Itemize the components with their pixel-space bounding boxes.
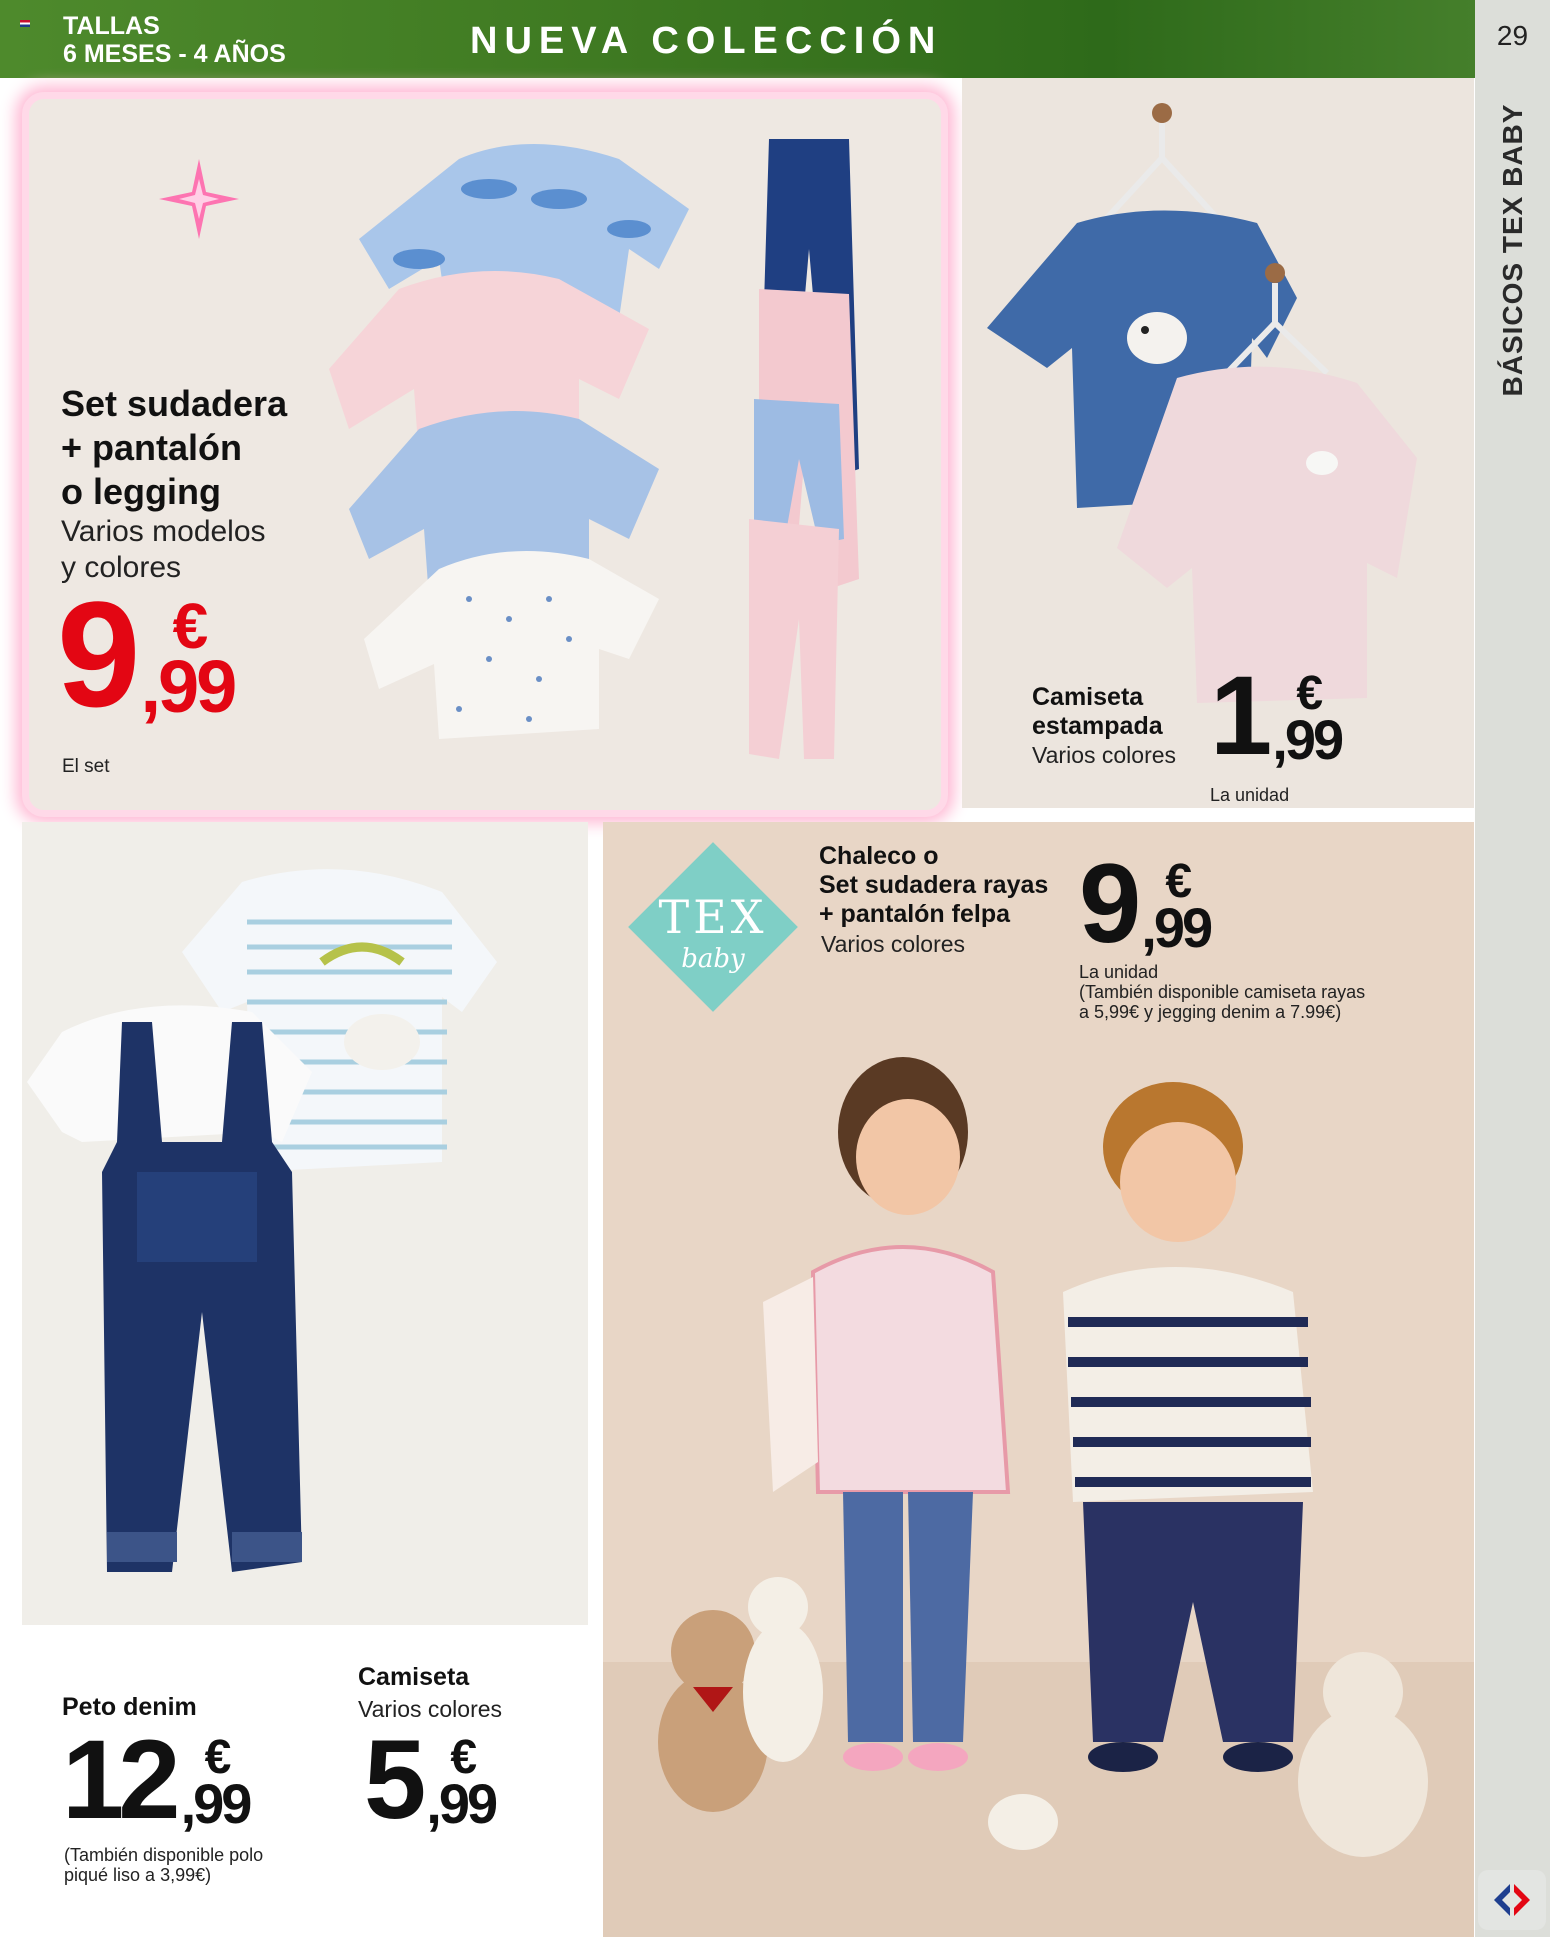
spain-flag-icon xyxy=(20,20,30,27)
page-number: 29 xyxy=(1496,20,1529,51)
chaleco-title-line-3: + pantalón felpa xyxy=(819,900,1011,928)
camiseta-estampada-subtitle: Varios colores xyxy=(1032,742,1177,768)
set-sudadera-title-line-3: o legging xyxy=(61,471,221,512)
chaleco-price xyxy=(1079,841,1211,966)
peto-denim-currency: € xyxy=(204,1731,226,1785)
tex-baby-badge-line-2: baby xyxy=(681,944,745,974)
peto-denim-note-line-2: piqué liso a 3,99€) xyxy=(64,1865,212,1885)
set-sudadera-unit: El set xyxy=(62,756,110,777)
section-title-text: BÁSICOS TEX BABY xyxy=(1496,103,1528,397)
camiseta-currency: € xyxy=(450,1731,472,1785)
set-sudadera-price xyxy=(57,570,235,738)
tex-baby-badge xyxy=(628,842,798,1012)
camiseta-estampada-price-int: 1 xyxy=(1210,653,1267,778)
camiseta-estampada-title-line-1: Camiseta xyxy=(1032,683,1144,711)
camiseta-estampada-title xyxy=(1032,683,1163,741)
peto-denim-title: Peto denim xyxy=(62,1693,197,1721)
overalls-and-striped-tee-illustration xyxy=(22,842,588,1602)
peto-denim-price-dec: ,99 xyxy=(180,1771,250,1835)
camiseta-estampada-currency: € xyxy=(1296,667,1318,721)
camiseta-estampada-price-dec: ,99 xyxy=(1272,707,1342,771)
chaleco-title-line-1: Chaleco o xyxy=(819,842,939,870)
set-sudadera-title xyxy=(61,382,287,514)
peto-denim-price xyxy=(62,1717,250,1842)
baby-sets-illustration xyxy=(329,119,889,779)
camiseta-price-int: 5 xyxy=(364,1717,421,1842)
chaleco-unit: La unidad xyxy=(1079,962,1159,982)
sizes-label xyxy=(63,12,286,68)
camiseta-subtitle: Varios colores xyxy=(358,1696,503,1722)
sizes-line-2: 6 MESES - 4 AÑOS xyxy=(63,40,286,68)
sizes-line-1: TALLAS xyxy=(63,12,160,40)
tex-baby-badge-line-1: TEX xyxy=(658,890,768,944)
chaleco-note-line-2: a 5,99€ y jegging denim a 7.99€) xyxy=(1079,1002,1342,1022)
set-sudadera-currency: € xyxy=(172,590,203,663)
product-panel-chaleco xyxy=(603,822,1474,1937)
camiseta-estampada-title-line-2: estampada xyxy=(1032,712,1163,740)
peto-denim-price-int: 12 xyxy=(62,1717,175,1842)
camiseta-price-dec: ,99 xyxy=(426,1771,496,1835)
chaleco-title-line-2: Set sudadera rayas xyxy=(819,871,1049,899)
chaleco-subtitle: Varios colores xyxy=(821,931,966,957)
set-sudadera-sub-line-2: y colores xyxy=(61,551,182,584)
product-panel-camiseta-estampada xyxy=(962,78,1474,808)
chaleco-price-dec: ,99 xyxy=(1141,895,1211,959)
camiseta-title: Camiseta xyxy=(358,1663,470,1691)
collection-title: NUEVA COLECCIÓN xyxy=(470,20,943,62)
carrefour-logo-icon xyxy=(1478,1870,1546,1930)
tshirts-on-hangers-illustration xyxy=(967,98,1467,721)
product-panel-set-sudadera xyxy=(22,92,948,817)
children-photo-illustration xyxy=(603,1022,1474,1937)
sparkle-icon xyxy=(154,154,244,244)
camiseta-estampada-price xyxy=(1210,653,1342,778)
set-sudadera-title-line-2: + pantalón xyxy=(61,427,243,468)
camiseta-price xyxy=(364,1717,496,1842)
section-title xyxy=(1485,95,1540,405)
header-bar xyxy=(0,0,1475,78)
camiseta-estampada-unit: La unidad xyxy=(1210,785,1290,805)
chaleco-note-line-1: (También disponible camiseta rayas xyxy=(1079,982,1366,1002)
chaleco-price-int: 9 xyxy=(1079,841,1136,966)
peto-denim-note-line-1: (También disponible polo xyxy=(64,1845,264,1865)
chaleco-currency: € xyxy=(1165,855,1187,909)
peto-denim-note xyxy=(64,1845,263,1885)
right-sidebar xyxy=(1475,0,1550,1937)
product-panel-peto-denim xyxy=(22,822,588,1885)
set-sudadera-price-int: 9 xyxy=(57,570,135,738)
chaleco-note xyxy=(1079,982,1365,1022)
chaleco-title xyxy=(819,842,1048,929)
set-sudadera-title-line-1: Set sudadera xyxy=(61,383,288,424)
set-sudadera-sub-line-1: Varios modelos xyxy=(61,515,266,548)
set-sudadera-price-dec: ,99 xyxy=(140,644,235,728)
